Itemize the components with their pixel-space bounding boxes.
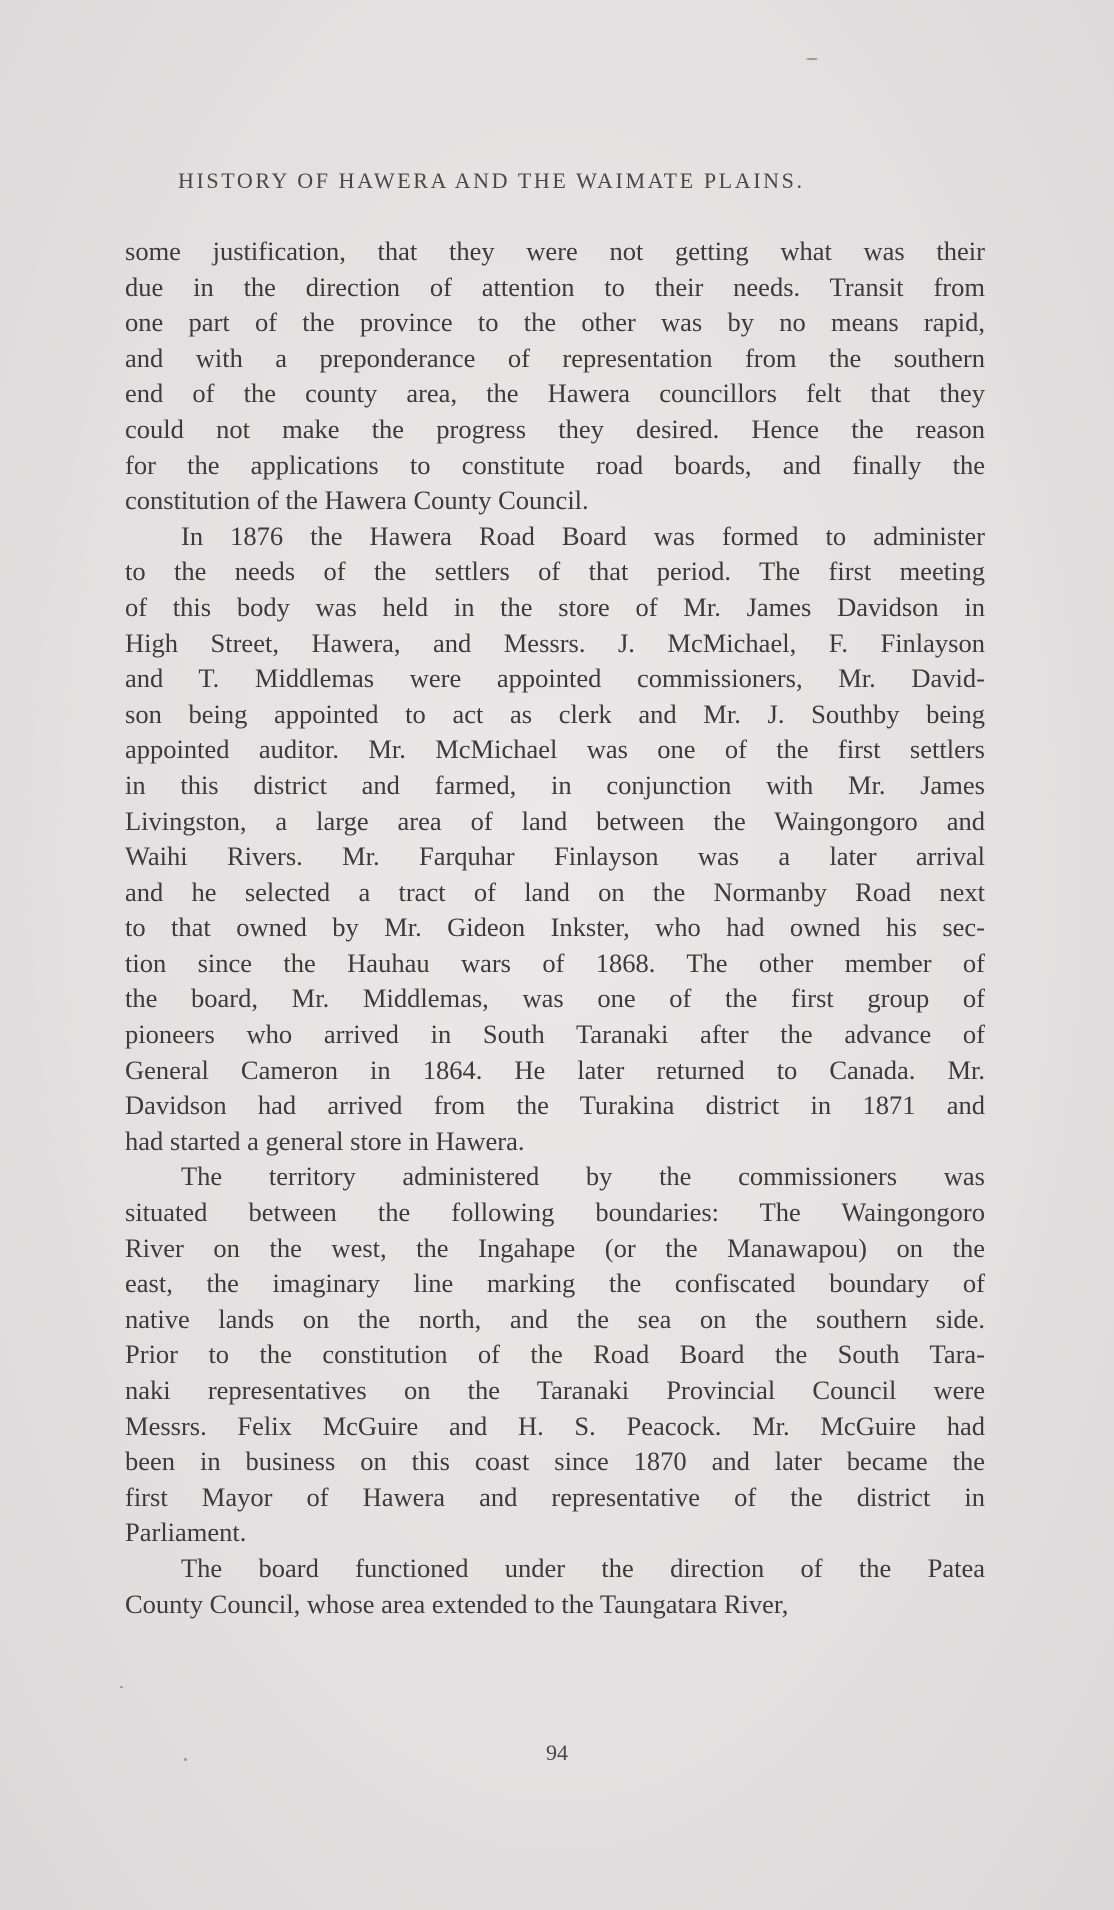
paragraph (125, 1159, 985, 1551)
text-line: Parliament. (125, 1517, 247, 1548)
text-line: River on the west, the Ingahape (or the Manawapou) on the (125, 1232, 985, 1263)
paper-speck (806, 58, 818, 60)
text-line: The board functioned under the direction of the Patea (181, 1552, 985, 1583)
text-line: to the needs of the settlers of that period. The first meeting (125, 556, 985, 587)
text-line: east, the imaginary line marking the confiscated boundary of (125, 1268, 985, 1299)
text-line: for the applications to constitute road boards, and finally the (125, 449, 985, 480)
body-text (125, 234, 985, 1622)
text-line: and he selected a tract of land on the Normanby Road next (125, 876, 985, 907)
text-line: the board, Mr. Middlemas, was one of the first group of (125, 983, 985, 1014)
text-line: first Mayor of Hawera and representative of the district in (125, 1481, 985, 1512)
text-line: one part of the province to the other was by no means rapid, (125, 307, 985, 338)
text-line: could not make the progress they desired. Hence the reason (125, 413, 985, 444)
text-line: native lands on the north, and the sea on the southern side. (125, 1303, 985, 1334)
text-line: Davidson had arrived from the Turakina district in 1871 and (125, 1090, 985, 1121)
text-line: constitution of the Hawera County Council. (125, 485, 589, 516)
text-line: General Cameron in 1864. He later returned to Canada. Mr. (125, 1054, 985, 1085)
text-line: son being appointed to act as clerk and Mr. J. Southby being (125, 698, 985, 729)
text-line: situated between the following boundaries: The Waingongoro (125, 1197, 985, 1228)
paper-speck (120, 1686, 123, 1688)
text-line: in this district and farmed, in conjunction with Mr. James (125, 769, 985, 800)
text-line: Waihi Rivers. Mr. Farquhar Finlayson was a later arrival (125, 841, 985, 872)
text-line: appointed auditor. Mr. McMichael was one of the first settlers (125, 734, 985, 765)
text-line: some justification, that they were not getting what was their (125, 236, 985, 266)
text-line: to that owned by Mr. Gideon Inkster, who had owned his sec- (125, 912, 985, 943)
text-line: and with a preponderance of representation from the southern (125, 342, 985, 373)
text-line: Livingston, a large area of land between the Waingongoro and (125, 805, 985, 836)
text-line: tion since the Hauhau wars of 1868. The other member of (125, 947, 985, 978)
text-line: end of the county area, the Hawera councillors felt that they (125, 378, 985, 409)
text-line: Prior to the constitution of the Road Board the South Tara- (125, 1339, 985, 1370)
text-line: Messrs. Felix McGuire and H. S. Peacock. Mr. McGuire had (125, 1410, 985, 1441)
text-line: High Street, Hawera, and Messrs. J. McMichael, F. Finlayson (125, 627, 985, 658)
text-line: and T. Middlemas were appointed commissioners, Mr. David- (125, 663, 985, 694)
text-line: pioneers who arrived in South Taranaki after the advance of (125, 1019, 985, 1050)
text-line: been in business on this coast since 1870 and later became the (125, 1446, 985, 1477)
text-line: The territory administered by the commissioners was (181, 1161, 985, 1192)
running-head: HISTORY OF HAWERA AND THE WAIMATE PLAINS. (178, 168, 805, 193)
text-line: due in the direction of attention to their needs. Transit from (125, 271, 985, 302)
page-number: 94 (546, 1740, 568, 1765)
text-line: In 1876 the Hawera Road Board was formed to administer (181, 520, 985, 551)
text-line: of this body was held in the store of Mr. James Davidson in (125, 591, 985, 622)
text-line: had started a general store in Hawera. (125, 1125, 525, 1156)
text-line: naki representatives on the Taranaki Provincial Council were (125, 1375, 985, 1405)
text-line: County Council, whose area extended to the Taungatara River, (125, 1588, 789, 1619)
paragraph (125, 234, 985, 519)
paragraph (125, 519, 985, 1160)
paragraph (125, 1551, 985, 1622)
